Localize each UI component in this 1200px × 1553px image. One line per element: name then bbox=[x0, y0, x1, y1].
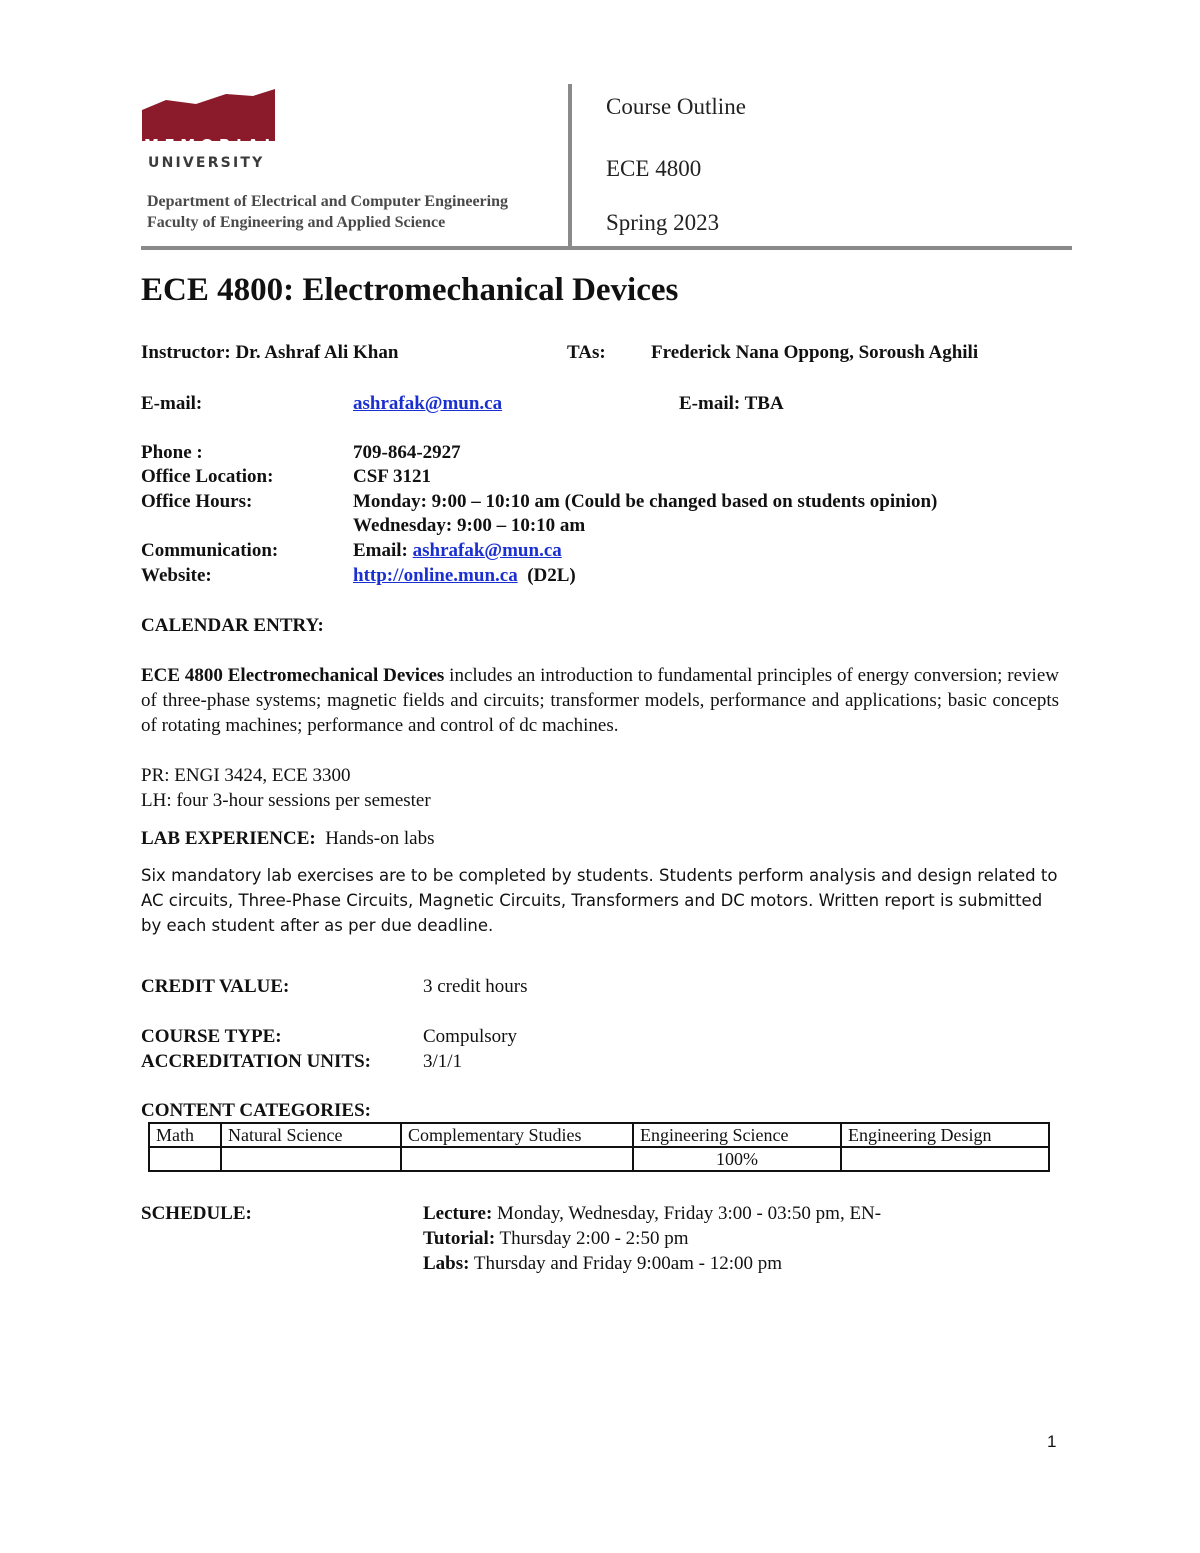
lecture-value: Monday, Wednesday, Friday 3:00 - 03:50 pm, EN- bbox=[492, 1203, 882, 1224]
ta-email: E-mail: TBA bbox=[679, 393, 784, 414]
course-type-value: Compulsory bbox=[423, 1026, 517, 1047]
calendar-lead: ECE 4800 Electromechanical Devices bbox=[141, 665, 445, 686]
header-divider-vertical bbox=[568, 84, 572, 246]
table-cell bbox=[401, 1147, 633, 1171]
phone-label: Phone : bbox=[141, 442, 203, 463]
memorial-university-logo bbox=[141, 88, 281, 168]
tas-label: TAs: bbox=[567, 342, 606, 363]
calendar-text: includes an introduction to fundamental principles of energy conversion; review of three-phase systems; magnetic fields and circuits; transformer models, performance and applications; basic concepts of rotating machines; performance and control of dc machines. bbox=[141, 665, 1059, 736]
lab-heading bbox=[141, 827, 434, 851]
table-header-row bbox=[149, 1123, 1049, 1147]
communication-label: Communication: bbox=[141, 540, 279, 561]
credit-value: 3 credit hours bbox=[423, 976, 528, 997]
calendar-heading: CALENDAR ENTRY: bbox=[141, 615, 324, 636]
accreditation-value: 3/1/1 bbox=[423, 1051, 463, 1072]
website-label: Website: bbox=[141, 565, 212, 586]
svg-text:UNIVERSITY: UNIVERSITY bbox=[148, 155, 265, 168]
table-header-cell: Math bbox=[149, 1123, 221, 1147]
website-link[interactable]: http://online.mun.ca bbox=[353, 565, 518, 586]
labs-value: Thursday and Friday 9:00am - 12:00 pm bbox=[469, 1253, 783, 1274]
faculty-name: Faculty of Engineering and Applied Science bbox=[147, 214, 446, 231]
communication-prefix: Email: bbox=[353, 540, 408, 561]
schedule-tutorial bbox=[423, 1227, 688, 1251]
office-label: Office Location: bbox=[141, 466, 274, 487]
lab-description: Six mandatory lab exercises are to be completed by students. Students perform analysis and design related to AC circuits, Three-Phase Circuits, Magnetic Circuits, Transformers and DC motors. Written report is submitted by each student after as per due deadline. bbox=[141, 866, 1058, 935]
office-value: CSF 3121 bbox=[353, 466, 431, 487]
instructor-email-link[interactable]: ashrafak@mun.ca bbox=[353, 393, 503, 414]
table-header-cell: Engineering Design bbox=[841, 1123, 1049, 1147]
lab-subheading: Hands-on labs bbox=[325, 828, 435, 849]
calendar-description bbox=[141, 663, 1059, 738]
table-header-cell: Engineering Science bbox=[633, 1123, 841, 1147]
communication-value bbox=[353, 539, 562, 563]
labs-label: Labs: bbox=[423, 1253, 470, 1274]
table-cell: 100% bbox=[633, 1147, 841, 1171]
accreditation-label: ACCREDITATION UNITS: bbox=[141, 1051, 371, 1072]
page-title: ECE 4800: Electromechanical Devices bbox=[141, 272, 679, 308]
credit-label: CREDIT VALUE: bbox=[141, 976, 290, 997]
table-cell bbox=[221, 1147, 401, 1171]
website-suffix: (D2L) bbox=[527, 565, 576, 586]
schedule-lecture bbox=[423, 1202, 881, 1226]
hours-line-2: Wednesday: 9:00 – 10:10 am bbox=[353, 515, 586, 536]
table-row bbox=[149, 1147, 1049, 1171]
term: Spring 2023 bbox=[606, 210, 720, 235]
lecture-label: Lecture: bbox=[423, 1203, 493, 1224]
hours-line-1: Monday: 9:00 – 10:10 am (Could be changed based on students opinion) bbox=[353, 491, 938, 512]
page-number: 1 bbox=[1047, 1432, 1057, 1451]
hours-label: Office Hours: bbox=[141, 491, 253, 512]
schedule-labs bbox=[423, 1252, 782, 1276]
table-cell bbox=[149, 1147, 221, 1171]
course-code: ECE 4800 bbox=[606, 156, 702, 181]
tutorial-value: Thursday 2:00 - 2:50 pm bbox=[495, 1228, 689, 1249]
prerequisites: PR: ENGI 3424, ECE 3300 bbox=[141, 765, 351, 786]
content-categories-heading: CONTENT CATEGORIES: bbox=[141, 1100, 371, 1121]
doc-type: Course Outline bbox=[606, 94, 746, 119]
communication-email-link[interactable]: ashrafak@mun.ca bbox=[412, 540, 562, 561]
table-header-cell: Complementary Studies bbox=[401, 1123, 633, 1147]
header-divider-horizontal bbox=[141, 246, 1072, 250]
instructor: Instructor: Dr. Ashraf Ali Khan bbox=[141, 342, 399, 363]
course-type-label: COURSE TYPE: bbox=[141, 1026, 282, 1047]
tas-names: Frederick Nana Oppong, Soroush Aghili bbox=[651, 342, 979, 363]
email-label: E-mail: bbox=[141, 393, 203, 414]
table-cell bbox=[841, 1147, 1049, 1171]
table-header-cell: Natural Science bbox=[221, 1123, 401, 1147]
lab-heading-label: LAB EXPERIENCE: bbox=[141, 828, 316, 849]
phone-value: 709-864-2927 bbox=[353, 442, 461, 463]
tutorial-label: Tutorial: bbox=[423, 1228, 496, 1249]
website-value bbox=[353, 564, 576, 588]
lab-hours: LH: four 3-hour sessions per semester bbox=[141, 790, 431, 811]
department-name: Department of Electrical and Computer Engineering bbox=[147, 193, 508, 210]
svg-text:MEMORIAL: MEMORIAL bbox=[144, 136, 274, 154]
content-categories-table bbox=[148, 1122, 1050, 1172]
schedule-label: SCHEDULE: bbox=[141, 1203, 252, 1224]
